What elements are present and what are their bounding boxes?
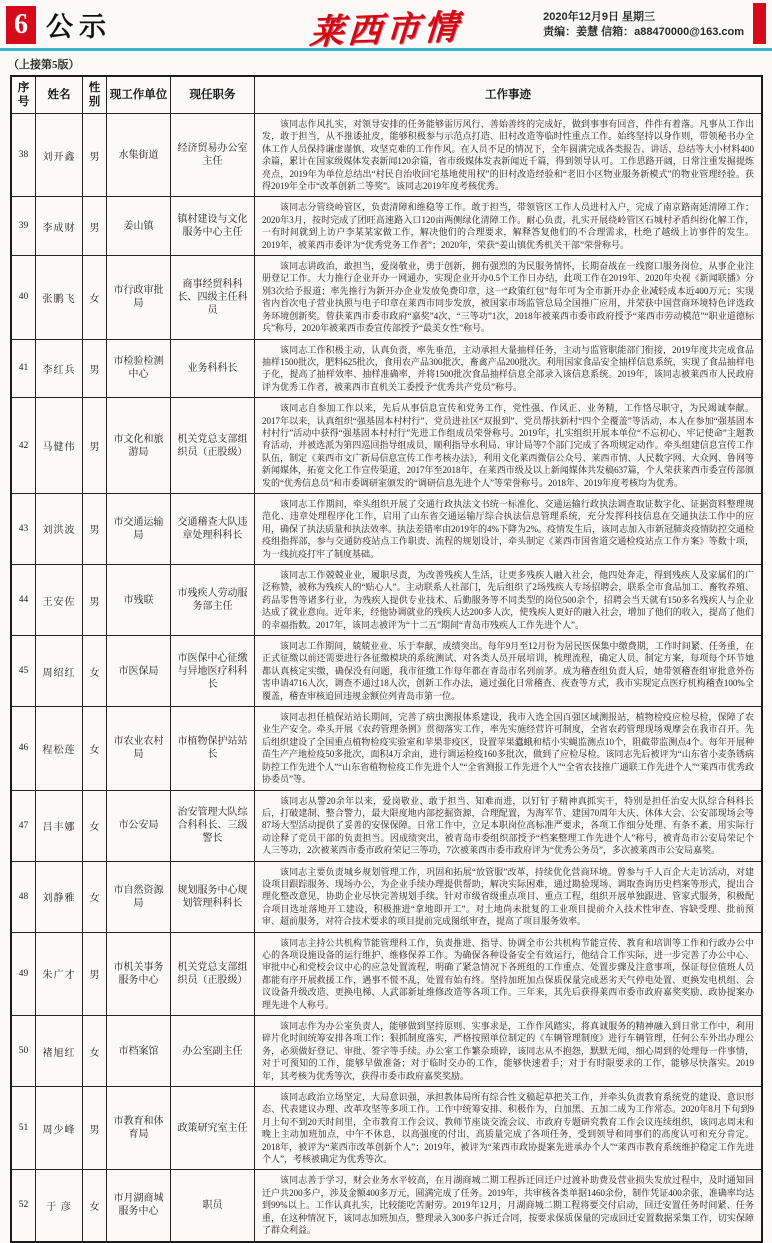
table-row — [11, 790, 762, 861]
column-header: 姓名 — [36, 76, 83, 114]
cell-number: 46 — [11, 707, 36, 790]
section-title: 公示 — [46, 12, 112, 42]
cell-gender: 女 — [83, 256, 107, 339]
cell-name: 刘静雅 — [36, 861, 83, 932]
cell-name: 周少峰 — [36, 1087, 83, 1170]
cell-gender: 男 — [83, 197, 107, 256]
date-line: 2020年12月9日 星期三 — [543, 11, 656, 23]
cell-gender: 男 — [83, 114, 107, 197]
cell-gender: 女 — [83, 1016, 107, 1087]
page-header — [0, 0, 772, 52]
cell-unit: 市农业农村局 — [107, 707, 171, 790]
cell-deeds: 该同志担任植保站站长期间，完善了病虫测报体系建设，我市入选全国百强区域测报站，植物检疫应检尽检，保障了农业生产安全。牵头开展《农药管理条例》贯彻落实工作，率先实施经营许可制度，全省农药管理现场观摩会在我市召开。先后组织建设了全国重点植物检疫实验室和苹果非疫区，设置苹果蠹蛾和桔小实蝇监测点10个，阻截带监测点4个。每年开展种苗生产产地检疫50多批次，面积4万余亩，进行调运检疫160多批次，做到了应检尽检。该同志先后被评为“山东省小麦条锈病防控工作先进个人”“山东省植物检疫工作先进个人”“全省测报工作先进个人”“全省农技推广通联工作先进个人”“莱西市优秀政协委员”等。 — [255, 707, 763, 790]
table-row — [11, 1016, 762, 1087]
cell-gender: 女 — [83, 636, 107, 707]
cell-deeds: 该同志主要负责城乡规划管理工作，巩固和拓展“放管服”改革，持续优化营商环境。曾参与千人百企大走访活动，对建设项目跟踪服务、现场办公，为企业手续办理提供帮助，解决实际困难，通过勘验现场、调取查询历史档案等形式，提出合理化整改意见，协助企业尽快完善规划手续。针对市级省级重点项目、重点工程，组织开展单独跟进、管家式服务，积极配合项目选址落地开工建设，积极推进“拿地即开工”。对土地尚未批复的工业项目提前介入技术性审查、容缺受理、批前预审、超前服务，对符合技术要求的项目提前完成图纸审查，提高了项目服务效率。 — [255, 861, 763, 932]
cell-unit: 市检验检测中心 — [107, 339, 171, 398]
cell-position: 机关党总支部组织员（正股级） — [171, 932, 255, 1015]
cell-position: 市植物保护站站长 — [171, 707, 255, 790]
cell-position: 市残疾人劳动服务部主任 — [171, 565, 255, 636]
column-header: 序号 — [11, 76, 36, 114]
cell-gender: 男 — [83, 398, 107, 494]
cell-unit: 市公安局 — [107, 790, 171, 861]
cell-unit: 市机关事务服务中心 — [107, 932, 171, 1015]
cell-deeds: 该同志从警20余年以来，爱岗敬业、敢于担当、知难而进，以钉钉子精神真抓实干，特别是担任治安大队综合科科长后，打破建制、整合警力，最大限度地内部挖掘资源，合理配置，为海军节、建国70周年大庆、休体大会、公安部现场会等87场大型活动提供了妥善的安保保障。日常工作中，立足本职岗位高标准严要求，各项工作细分处理、有条不紊，用实际行动诠释了党员干部的负责担当。因成绩突出，被青岛市委组织部授予“档案整理工作先进个人”称号，被青岛市公安局荣记个人三等功，2次被莱西市委市政府荣记三等功，7次被莱西市委市政府评为“优秀公务员”，多次被莱西市公安局嘉奖。 — [255, 790, 763, 861]
cell-name: 王安佐 — [36, 565, 83, 636]
masthead-title: 莱西市情 — [308, 9, 463, 52]
cell-gender: 女 — [83, 861, 107, 932]
table-row — [11, 565, 762, 636]
cell-number: 52 — [11, 1170, 36, 1242]
commendation-table — [10, 75, 763, 1243]
cell-number: 38 — [11, 114, 36, 197]
cell-deeds: 该同志讲政治，敢担当，爱岗敬业，勇于创新，拥有强烈的为民服务情怀，长期奋战在一线窗口服务岗位，从事企业注册登记工作。大力推行企业开办一网通办，实现企业开办0.5个工作日办结，此项工作在2019年、2020年央视《新闻联播》分别3次给予报道；率先推行为新开办企业发放免费印章，这一“政策红包”每年可为全市新开办企业减轻成本近400万元；实现省内首次电子营业执照与电子印章在莱西市同步发放，被国家市场监管总局全国推广应用，并荣获中国营商环境特色评选政务环境创新奖。曾获莱西市委市政府“嘉奖”4次、“三等功”1次，2018年被莱西市委市政府授予“莱西市劳动模范”“职业道德标兵”称号，2020年被莱西市委宣传部授予“最美女性”称号。 — [255, 256, 763, 339]
cell-number: 44 — [11, 565, 36, 636]
cell-name: 朱广才 — [36, 932, 83, 1015]
cell-deeds: 该同志工作积极主动，认真负责，率先垂范，主动承担大量抽样任务，主动与监管职能部门衔接，2019年度共完成食品抽样1500批次，肥料625批次，食用农产品300批次，畜禽产品200批次。利用国家食品安全抽样信息系统，实现了食品抽样电子化，提高了抽样效率、抽样准确率，并将1500批次食品抽样信息全部录入该信息系统。2019年，该同志被莱西市人民政府评为优秀工作者，被莱西市直机关工委授予“优秀共产党员”称号。 — [255, 339, 763, 398]
cell-unit: 市医保局 — [107, 636, 171, 707]
table-row — [11, 1170, 762, 1242]
table-row — [11, 493, 762, 564]
cell-position: 交通稽查大队违章处理科科长 — [171, 493, 255, 564]
cell-number: 42 — [11, 398, 36, 494]
cell-unit: 市月湖商城服务中心 — [107, 1170, 171, 1242]
column-header: 现工作单位 — [107, 76, 171, 114]
cell-deeds: 该同志工作兢兢业业，履职尽责，为改善残疾人生活，让更多残疾人融入社会，他四处奔走，得到残疾人及家属们的广泛称赞，被称为残疾人的“贴心人”。主动联系人社部门，先后组织了2场残疾人专场招聘会，联系全市食品加工、畜牧养殖、药品零售等诸多行业，为残疾人提供专业技术、后勤服务等不同类型的岗位500余个，招聘会当天就有150多名残疾人与企业达成了就业意向。近年来，经他协调就业的残疾人达200多人次，使残疾人更好的融入社会，增加了他们的收入，提高了他们的幸福指数。2017年，该同志被评为“十二五”期间“青岛市残疾人工作先进个人”。 — [255, 565, 763, 636]
cell-number: 48 — [11, 861, 36, 932]
cell-unit: 市文化和旅游局 — [107, 398, 171, 494]
table-row — [11, 861, 762, 932]
cell-position: 商事经贸科科长、四级主任科员 — [171, 256, 255, 339]
cell-unit: 水集街道 — [107, 114, 171, 197]
table-row — [11, 197, 762, 256]
cell-number: 43 — [11, 493, 36, 564]
cell-gender: 男 — [83, 493, 107, 564]
cell-deeds: 该同志分管绕岭管区，负责清障和维稳等工作。敢于担当，带领管区工作人员进村入户，完成了南京路南延清障工作；2020年3月，按时完成了团旺高速路入口120亩两侧绿化清障工作。耐心负责，扎实开展绕岭管区石城村矛盾纠纷化解工作，一有时间就到上访户李某某家做工作，解决他们的合理要求，解释答复他们的不合理需求，杜绝了越级上访事件的发生。2019年，被莱西市委评为“优秀党务工作者”；2020年，荣获“姜山镇优秀机关干部”荣誉称号。 — [255, 197, 763, 256]
cell-gender: 男 — [83, 339, 107, 398]
cell-deeds: 该同志善于学习，财会业务水平较高，在月湖商城二期工程拆迁回迁户过渡补助费及营业损失发放过程中，及时通知回迁户共200多户，涉及金额400多万元，圆满完成了任务。2019年，共审核各类单据1460余份，制作凭证400余张，准确率均达到99%以上。工作认真扎实，比较能吃苦耐劳。2019年12月，月湖商城二期工程将要交付启动，回迁安置任务时间紧、任务重，在这种情况下，该同志加班加点，整理录入300多户拆迁合同，按要求保质保量的完成回迁安置数据采集工作，切实保障了群众利益。 — [255, 1170, 763, 1242]
cell-name: 褚旭红 — [36, 1016, 83, 1087]
cell-number: 40 — [11, 256, 36, 339]
cell-position: 市医保中心征缴与异地医疗科科长 — [171, 636, 255, 707]
cell-number: 51 — [11, 1087, 36, 1170]
cell-position: 规划服务中心规划管理科科长 — [171, 861, 255, 932]
cell-deeds: 该同志作为办公室负责人，能够做到坚持原则、实事求是，工作作风踏实，将真诚服务的精神融入到日常工作中，利用碎片化时间统筹安排各项工作；狠抓制度落实，严格按照单位制定的《车辆管理制度》进行车辆管理，任何公车外出办理公务，必须做好登记、审批、签字等手续。办公室工作繁杂琐碎，该同志从不抱怨，默默无闻，细心周到的处理每一件事情，对于可预知的工作，能够早做准备；对于临时交办的工作，能够快速着手；对于有时限要求的工作，能够尽快落实。2019年，其考核为优秀等次，获得市委市政府嘉奖奖励。 — [255, 1016, 763, 1087]
cell-gender: 男 — [83, 932, 107, 1015]
cell-gender: 女 — [83, 707, 107, 790]
cell-position: 机关党总支部组织员（正股级） — [171, 398, 255, 494]
cell-name: 李红兵 — [36, 339, 83, 398]
table-row — [11, 256, 762, 339]
continued-note: （上接第5版） — [8, 59, 80, 71]
table-row — [11, 114, 762, 197]
cell-name: 张鹏飞 — [36, 256, 83, 339]
table-header-row — [11, 76, 762, 114]
cell-unit: 市残联 — [107, 565, 171, 636]
page-number: 6 — [14, 8, 28, 40]
cell-number: 39 — [11, 197, 36, 256]
cell-position: 政策研究室主任 — [171, 1087, 255, 1170]
cell-name: 李成财 — [36, 197, 83, 256]
column-header: 工作事迹 — [255, 76, 763, 114]
cell-name: 周绍红 — [36, 636, 83, 707]
cell-number: 47 — [11, 790, 36, 861]
cell-unit: 姜山镇 — [107, 197, 171, 256]
cell-name: 刘开鑫 — [36, 114, 83, 197]
cell-name: 刘洪波 — [36, 493, 83, 564]
table-row — [11, 339, 762, 398]
cell-deeds: 该同志工作期间，兢兢业业、乐于奉献，成绩突出。每年9月至12月份为居民医保集中缴费期，工作时间紧、任务重，在正式征缴以前还需要进行各征缴模块的系统测试、对各类人员开展培训，梳理流程，确定人员，制定方案，每项每个环节她都认真核定实缴，确保没有问题，我市征缴工作每年都在青岛市名列前茅。成为稽查组负责人后，她带领稽查组审批意外伤害申请4716人次，调查不通过18人次，创新工作办法，通过强化日常稽查、夜查等方式，我市实现定点医疗机构稽查100%全覆盖，稽查审核追回违规金额位列青岛市第一位。 — [255, 636, 763, 707]
cell-number: 41 — [11, 339, 36, 398]
cell-name: 马健伟 — [36, 398, 83, 494]
cell-deeds: 该同志政治立场坚定，大局意识强，承担教体局所有综合性文稿起草把关工作，并牵头负责教育系统党的建设、意识形态、代表建议办理、改革攻坚等多项工作。工作中统筹安排、积极作为，白加黑、五加二成为工作常态。2020年8月下旬到9月上旬不到20天时间里，全市教育工作会议、教师节座谈交流会议、市政府专题研究教育工作会议连续组织，该同志周末和晚上主动加班加点，中午不休息，以高强度的付出，高质量完成了各项任务，受到领导和同事们的高度认可和充分肯定。2018年，被评为“莱西市改革创新个人”；2019年，被评为“莱西市政协提案先进承办个人”“莱西市教育系统维护稳定工作先进个人”，考核被确定为优秀等次。 — [255, 1087, 763, 1170]
column-header: 性别 — [83, 76, 107, 114]
cell-position: 镇村建设与文化服务中心主任 — [171, 197, 255, 256]
cell-deeds: 该同志自参加工作以来，先后从事信息宣传和党务工作，党性强、作风正、业务精，工作恪尽职守，为民竭诚奉献。2017年以来，认真组织“强基固本村村行”、党员进社区“双报到”、党员帮扶新村“四个全覆盖”等活动，本人在参加“强基固本村村行”活动中获得“强基固本村村行”先进工作组成员荣誉称号。2019年，扎实组织开展本单位“不忘初心、牢记使命”主题教育活动，并被选派为第四巡回指导组成员，顺利指导水利局、审计局等7个部门完成了各项规定动作。牵头组建信息宣传工作队伍，制定《莱西市文广新局信息宣传工作考核办法》，利用文化莱西微信公众号、莱西市情、人民数字网、大众网、鲁网等新闻媒体，拓宽文化工作宣传渠道，2017年至2018年，在莱西市级及以上新闻媒体共发稿637篇，个人荣获莱西市委宣传部颁发的“优秀信息员”和市委调研室颁发的“调研信息先进个人”等荣誉称号。2018年、2019年度考核均为优秀。 — [255, 398, 763, 494]
cell-gender: 女 — [83, 1170, 107, 1242]
cell-unit: 市教育和体育局 — [107, 1087, 171, 1170]
cell-unit: 市交通运输局 — [107, 493, 171, 564]
cell-deeds: 该同志主持公共机构节能管理科工作，负责推进、指导、协调全市公共机构节能宣传、教育和培训等工作和行政办公中心的各项设施设备的运行维护、维修保养工作。为确保各种设备安全有效运行，他结合工作实际，进一步完善了办公中心、审批中心和党校会议中心的应急处置流程，明确了紧急情况下各班组的工作重点、处置步骤及注意事项，保证每位值班人员都能有序开展救援工作，遇事不慌不乱，处置有始有终。坚持加班加点保质保量完成恶劣天气停电处置、更换发电机组、会议设备升级改造、更换电梯、人武部新址维修改造等各项工作。三年来，其先后获得莱西市委市政府嘉奖奖励、政协提案办理先进个人称号。 — [255, 932, 763, 1015]
cell-position: 办公室副主任 — [171, 1016, 255, 1087]
decorative-red-bar — [753, 3, 766, 44]
table-row — [11, 398, 762, 494]
table-row — [11, 932, 762, 1015]
cell-name: 程松莲 — [36, 707, 83, 790]
cell-position: 业务科科长 — [171, 339, 255, 398]
table-row — [11, 636, 762, 707]
table-row — [11, 1087, 762, 1170]
column-header: 现任职务 — [171, 76, 255, 114]
cell-number: 45 — [11, 636, 36, 707]
cell-position: 治安管理大队综合科科长、三级警长 — [171, 790, 255, 861]
cell-deeds: 该同志工作期间，牵头组织开展了交通行政执法文书统一标准化、交通运输行政执法调查取证数字化、证据资料整理规范化、违章处理程序化工作，启用了山东省交通运输厅综合执法信息管理系统，充分发挥科技信息在交通执法工作中的应用，确保了执法质量和执法效率。执法差错率由2019年的4%下降为2%。疫情发生后，该同志加入市新冠肺炎疫情防控交通检疫组指挥部，参与交通防疫站点工作职责、流程的规划设计，牵头制定《莱西市国省道交通检疫站点工作方案》等数十项，为一线抗疫打牢了制度基础。 — [255, 493, 763, 564]
cell-deeds: 该同志作风扎实，对领导安排的任务能够雷厉风行、善始善终的完成好，做到事事有回音，件件有着落。凡事从工作出发，敢于担当，从不推诿扯皮，能够积极参与示范点打造、旧村改造等临时性重点工作。始终坚持以身作则，带领秘书办全体工作人员保持谦虚谨慎、攻坚克难的工作作风。在人员不足的情况下，全年圆满完成各类报告、讲话、总结等大小材料400余篇，累计在国家级媒体发表新闻120余篇，省市级媒体发表新闻近千篇，得到领导认可。工作思路开阔，日常注重发掘提炼亮点，2019年为单位总结出“村民自治收回宅基地使用权”的旧村改造经验和“老旧小区物业服务新模式”的物业管理经验。获得2019年全市“改革创新二等奖”。该同志2019年度考核优秀。 — [255, 114, 763, 197]
cell-position: 职员 — [171, 1170, 255, 1242]
cell-unit: 市行政审批局 — [107, 256, 171, 339]
cell-number: 49 — [11, 932, 36, 1015]
cell-unit: 市自然资源局 — [107, 861, 171, 932]
cell-name: 吕丰娜 — [36, 790, 83, 861]
cell-number: 50 — [11, 1016, 36, 1087]
cell-gender: 男 — [83, 1087, 107, 1170]
cell-position: 经济贸易办公室主任 — [171, 114, 255, 197]
cell-unit: 市档案馆 — [107, 1016, 171, 1087]
cell-gender: 女 — [83, 790, 107, 861]
table-row — [11, 707, 762, 790]
cell-name: 于 彦 — [36, 1170, 83, 1242]
editor-line: 责编：姜慧 信箱：a88470000@163.com — [543, 26, 744, 38]
cell-gender: 男 — [83, 565, 107, 636]
